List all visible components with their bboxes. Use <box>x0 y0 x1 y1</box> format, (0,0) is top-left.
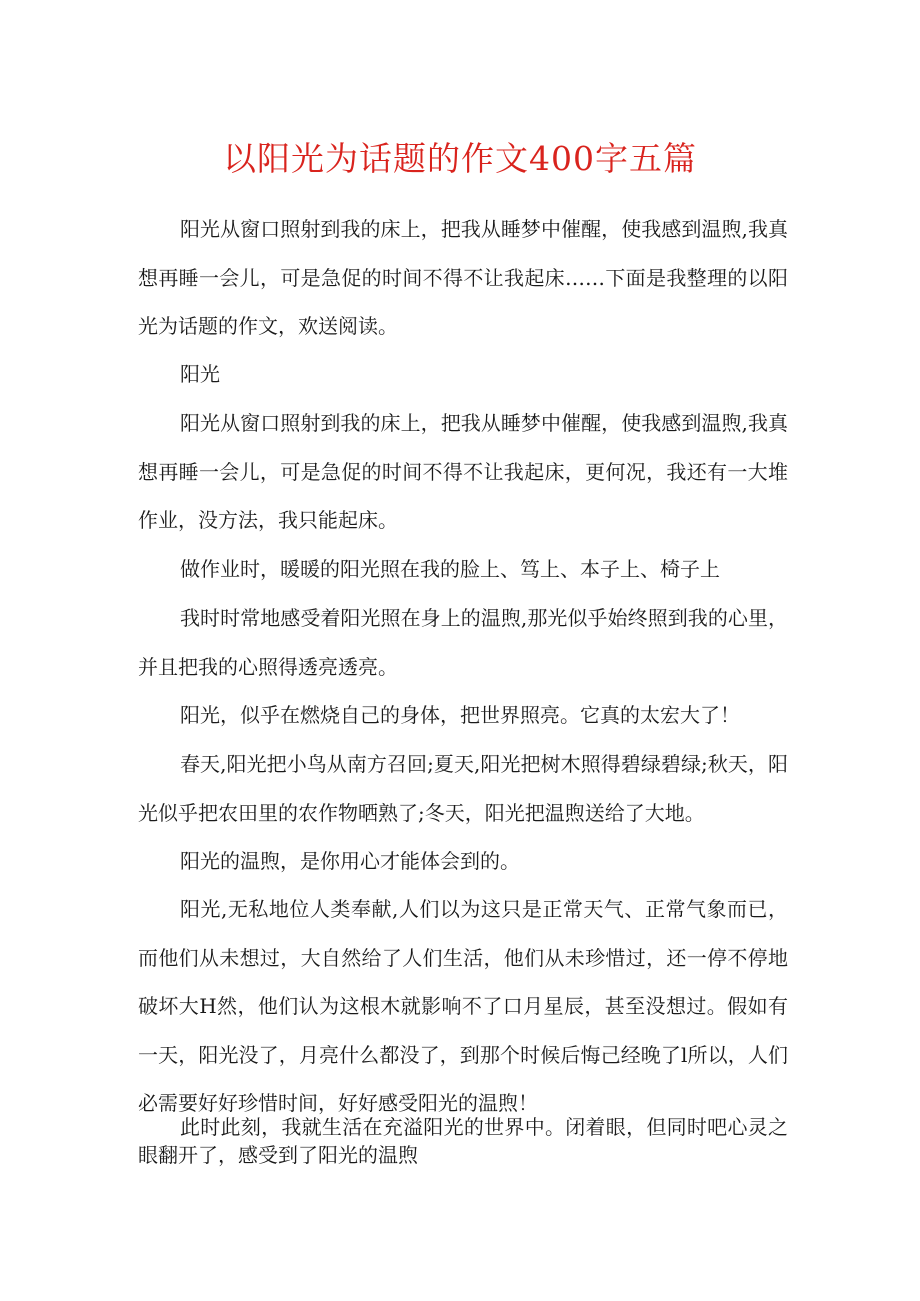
paragraph: 此时此刻，我就生活在充溢阳光的世界中。闭着眼，但同时吧心灵之眼翻开了，感受到了阳光的温煦 <box>138 1115 788 1167</box>
document-title: 以阳光为话题的作文400字五篇 <box>223 139 697 178</box>
paragraph: 春天,阳光把小鸟从南方召回;夏天,阳光把树木照得碧绿碧绿;秋天，阳光似乎把农田里的农作物晒熟了;冬天，阳光把温煦送给了大地。 <box>138 752 788 825</box>
intro-paragraph: 阳光从窗口照射到我的床上，把我从睡梦中催醒，使我感到温煦,我真想再睡一会儿，可是急促的时间不得不让我起床……下面是我整理的以阳光为话题的作文，欢送阅读。 <box>138 217 788 338</box>
essay-subtitle: 阳光 <box>180 362 220 386</box>
paragraph: 阳光,无私地位人类奉献,人们以为这只是正常天气、正常气象而已，而他们从未想过，大自然给了人们生活，他们从未珍惜过，还一停不停地破坏大H然，他们认为这根木就影响不了口月星辰，甚至没想过。假如有一天，阳光没了，月亮什么都没了，到那个时候后悔己经晚了l所以，人们必需要好好珍惜时间，好好感受阳光的温煦！ <box>138 897 788 1115</box>
paragraph: 阳光的温煦，是你用心才能体会到的。 <box>180 849 520 873</box>
paragraph-block <box>138 594 788 691</box>
paragraph-block <box>138 1113 788 1169</box>
paragraph-block <box>138 837 788 886</box>
paragraph: 做作业时，暖暖的阳光照在我的脸上、笃上、本子上、椅子上 <box>180 557 720 581</box>
paragraph-block <box>138 885 788 1128</box>
intro-block <box>138 205 788 351</box>
paragraph: 阳光，似乎在燃烧自己的身体，把世界照亮。它真的太宏大了！ <box>180 703 740 727</box>
paragraph-block <box>138 399 788 545</box>
paragraph: 我时时常地感受着阳光照在身上的温煦,那光似乎始终照到我的心里，并且把我的心照得透亮透亮。 <box>138 606 788 679</box>
paragraph: 阳光从窗口照射到我的床上，把我从睡梦中催醒，使我感到温煦,我真想再睡一会儿，可是急促的时间不得不让我起床，更何况，我还有一大堆作业，没方法，我只能起床。 <box>138 411 788 532</box>
paragraph-block <box>138 691 788 740</box>
paragraph-block <box>138 545 788 594</box>
paragraph-block <box>138 740 788 837</box>
subtitle-block <box>138 350 788 399</box>
